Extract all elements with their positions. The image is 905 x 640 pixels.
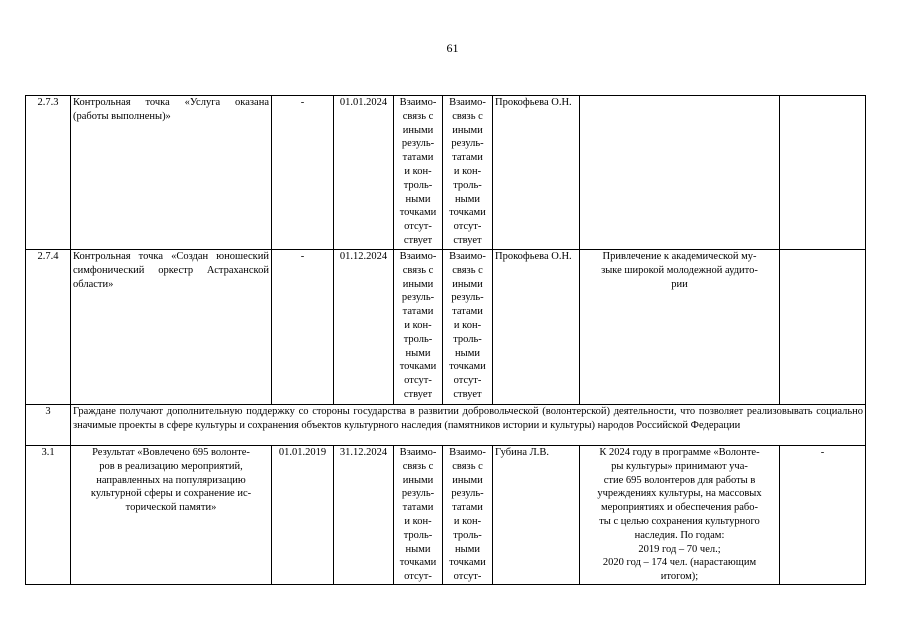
control-point-name: Контрольная точка «Услуга оказана (работы выполнены)» (71, 96, 272, 250)
description: Привлечение к академической му- зыке широкой молодежной аудито- рии (580, 250, 780, 405)
table-row (26, 96, 866, 250)
description (580, 96, 780, 250)
end-date: 01.12.2024 (334, 250, 394, 405)
extra-column (780, 96, 866, 250)
relation-successors: Взаимо- связь с иными резуль- татами и кон- троль- ными точками отсут- ствует (443, 250, 493, 405)
description: К 2024 году в программе «Волонте- ры культуры» принимают уча- стие 695 волонтеров для работы в учреждениях культуры, на массовых мероприятиях и обеспечения рабо- ты с целью сохранения культурного наследия. По годам: 2019 год – 70 чел.; 2020 год – 174 чел. (нарастающим итогом); (580, 446, 780, 585)
start-date: - (272, 250, 334, 405)
end-date: 31.12.2024 (334, 446, 394, 585)
project-table (25, 95, 866, 585)
section-row (26, 405, 866, 446)
responsible-person: Прокофьева О.Н. (493, 250, 580, 405)
row-number: 3.1 (26, 446, 71, 585)
table-row (26, 250, 866, 405)
result-name: Результат «Вовлечено 695 волонте- ров в реализацию мероприятий, направленных на популяризацию культурной сферы и сохранение ис- торической памяти» (71, 446, 272, 585)
row-number: 2.7.4 (26, 250, 71, 405)
relation-successors: Взаимо- связь с иными резуль- татами и кон- троль- ными точками отсут- (443, 446, 493, 585)
start-date: 01.01.2019 (272, 446, 334, 585)
relation-predecessors: Взаимо- связь с иными резуль- татами и кон- троль- ными точками отсут- (394, 446, 443, 585)
relation-successors: Взаимо- связь с иными резуль- татами и кон- троль- ными точками отсут- ствует (443, 96, 493, 250)
relation-predecessors: Взаимо- связь с иными резуль- татами и кон- троль- ными точками отсут- ствует (394, 96, 443, 250)
page-number: 61 (446, 41, 459, 55)
section-number: 3 (26, 405, 71, 446)
extra-column: - (780, 446, 866, 585)
table-row (26, 446, 866, 585)
responsible-person: Губина Л.В. (493, 446, 580, 585)
start-date: - (272, 96, 334, 250)
row-number: 2.7.3 (26, 96, 71, 250)
relation-predecessors: Взаимо- связь с иными резуль- татами и кон- троль- ными точками отсут- ствует (394, 250, 443, 405)
responsible-person: Прокофьева О.Н. (493, 96, 580, 250)
section-text: Граждане получают дополнительную поддержку со стороны государства в развитии добровольческой (волонтерской) деятельности, что позволяет реализовывать социально значимые проекты в сфере культуры и сохранения объектов культурного наследия (памятников истории и культуры) народов Российской Федерации (71, 405, 866, 446)
extra-column (780, 250, 866, 405)
control-point-name: Контрольная точка «Создан юношеский симфонический оркестр Астраханской области» (71, 250, 272, 405)
end-date: 01.01.2024 (334, 96, 394, 250)
